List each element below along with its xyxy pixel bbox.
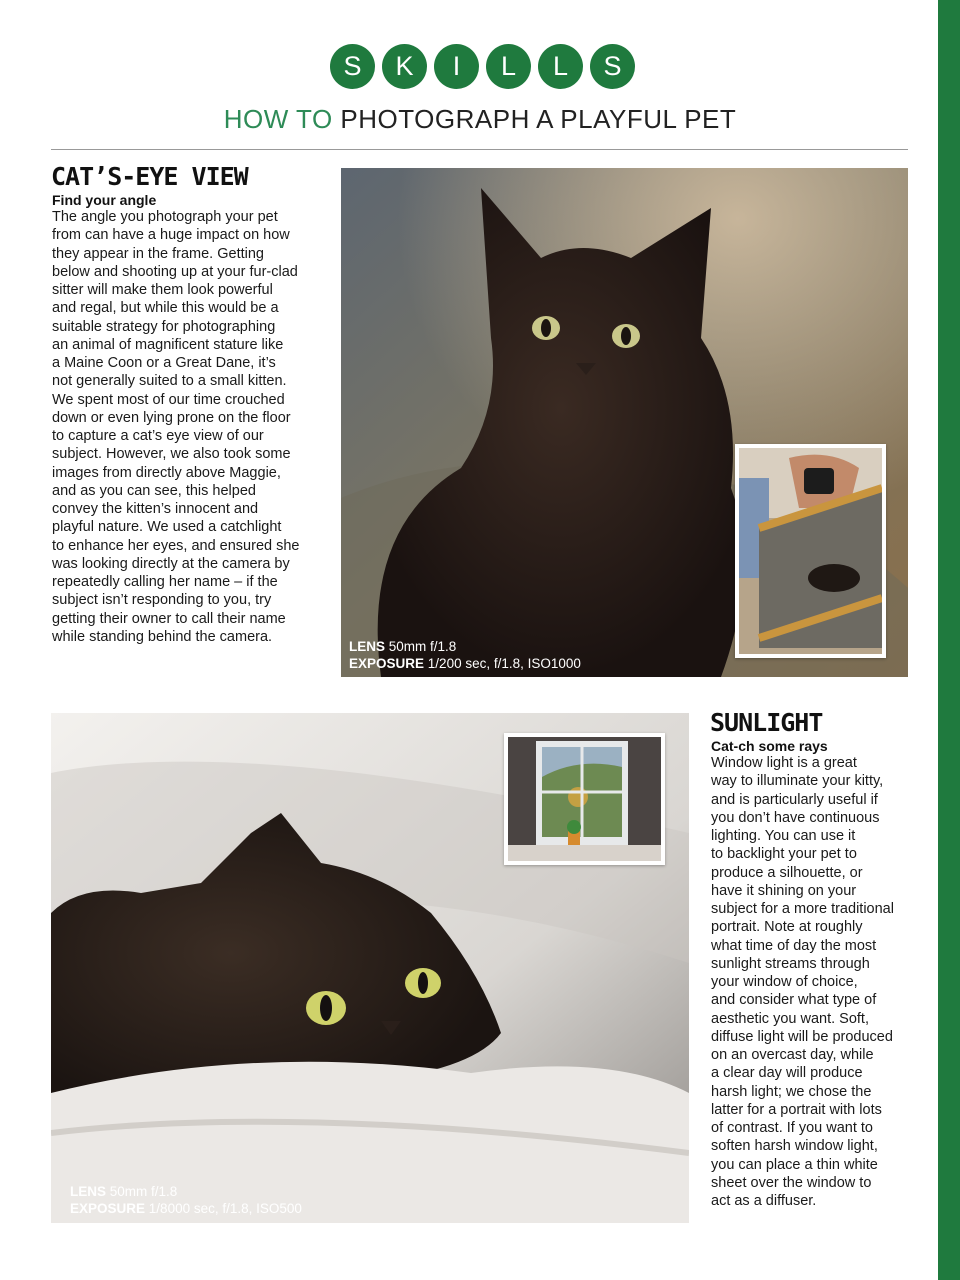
- lens-label: LENS: [70, 1184, 107, 1199]
- inset-owner-photo: [735, 444, 886, 658]
- skills-letter: I: [434, 44, 479, 89]
- skills-letter: K: [382, 44, 427, 89]
- skills-letter: L: [486, 44, 531, 89]
- cats-eye-heading: CAT’S-EYE VIEW: [51, 162, 248, 191]
- lens-value: 50mm f/1.8: [109, 1184, 178, 1199]
- exposure-value: 1/8000 sec, f/1.8, ISO500: [148, 1201, 302, 1216]
- kitten-tweed-photo: [341, 168, 908, 677]
- lens-label: LENS: [349, 639, 386, 654]
- kitten-sunlight-photo: [51, 713, 689, 1223]
- side-color-bar: [938, 0, 960, 1280]
- skills-letter: S: [330, 44, 375, 89]
- inset-window-photo: [504, 733, 665, 865]
- bottom-photo-caption: [70, 1183, 302, 1217]
- cats-eye-subhead: Find your angle: [52, 192, 157, 208]
- article-title: [0, 104, 960, 135]
- cats-eye-body: The angle you photograph your pet from can have a huge impact on how they appear in the frame. Getting below and shooting up at your fur-clad sitter will make them look powerful and regal, but while this would be a suitable strategy for photographing an animal of magnificent stature like a Maine Coon or a Great Dane, it’s not generally suited to a small kitten. We spent most of our time crouched down or even lying prone on the floor to capture a cat’s eye view of our subject. However, we also took some images from directly above Maggie, and as you can see, this helped convey the kitten’s innocent and playful nature. We used a catchlight to enhance her eyes, and ensured she was looking directly at the camera by repeatedly calling her name – if the subject isn’t responding to you, try getting their owner to call their name while standing behind the camera.: [52, 209, 300, 645]
- exposure-label: EXPOSURE: [349, 656, 425, 671]
- skills-letter: S: [590, 44, 635, 89]
- skills-letter: L: [538, 44, 583, 89]
- title-rest: PHOTOGRAPH A PLAYFUL PET: [340, 104, 737, 134]
- title-accent: HOW TO: [223, 104, 333, 134]
- top-photo-caption: [349, 638, 581, 672]
- sunlight-body: Window light is a great way to illuminate your kitty, and is particularly useful if you don’t have continuous lighting. You can use it to backlight your pet to produce a silhouette, or have it shining on your subject for a more traditional portrait. Note at roughly what time of day the most sunlight streams through your window of choice, and consider what type of aesthetic you want. Soft, diffuse light will be produced on an overcast day, while a clear day will produce harsh light; we chose the latter for a portrait with lots of contrast. If you want to soften harsh window light, you can place a thin white sheet over the window to act as a diffuser.: [711, 755, 894, 1209]
- exposure-label: EXPOSURE: [70, 1201, 146, 1216]
- sunlight-heading: SUNLIGHT: [710, 708, 823, 737]
- skills-badge: [330, 44, 635, 89]
- exposure-value: 1/200 sec, f/1.8, ISO1000: [427, 656, 581, 671]
- header-divider: [51, 149, 908, 150]
- sunlight-subhead: Cat-ch some rays: [711, 738, 828, 754]
- lens-value: 50mm f/1.8: [388, 639, 457, 654]
- section-header: [0, 38, 938, 98]
